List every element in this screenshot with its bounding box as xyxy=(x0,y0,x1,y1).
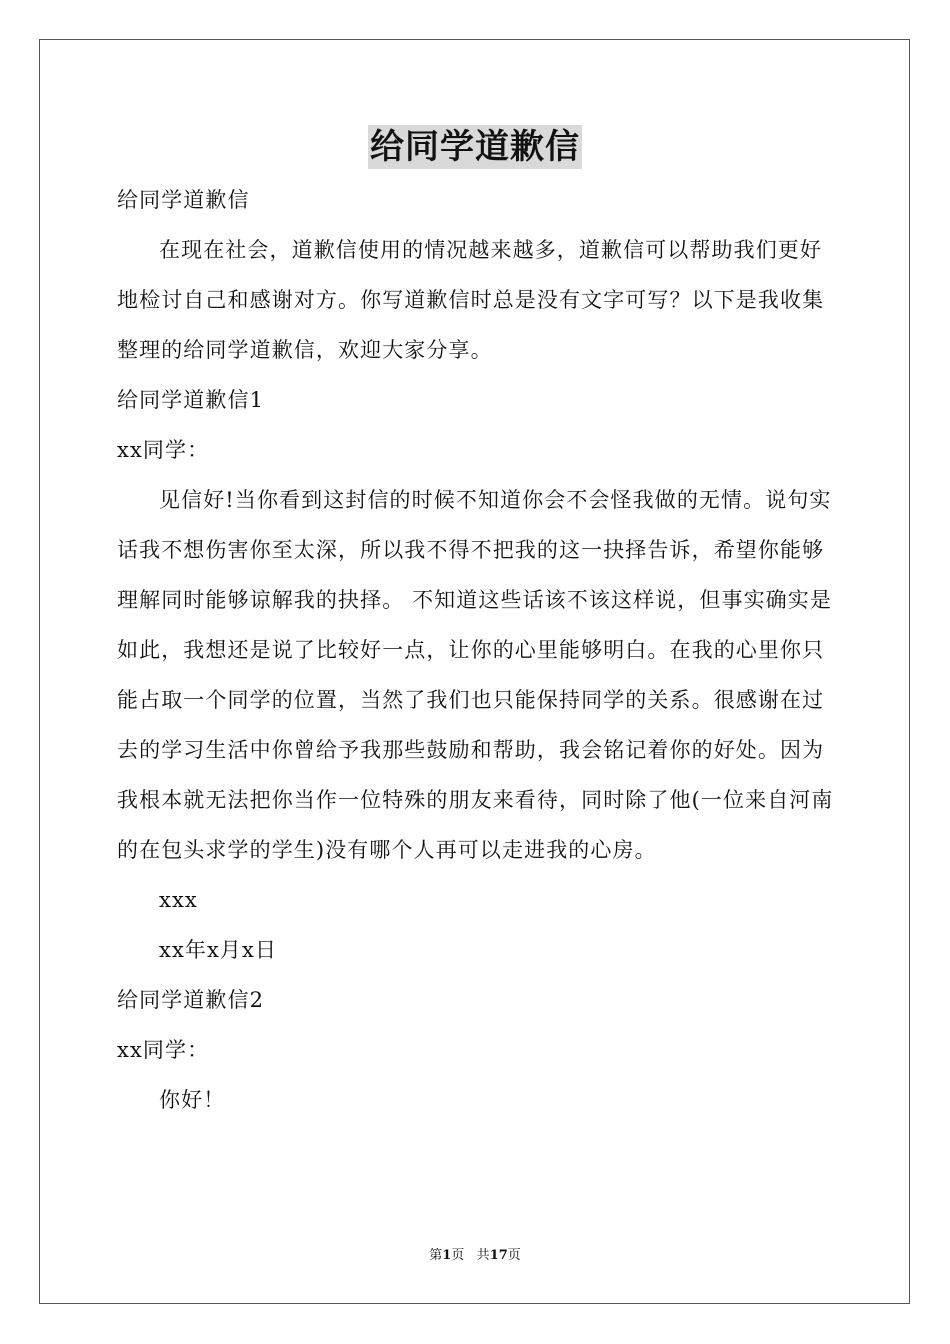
letter1-date: xx年x月x日 xyxy=(159,938,278,962)
footer-page-number: 1 xyxy=(442,1248,452,1263)
title-container xyxy=(0,125,950,169)
footer-prefix: 第 xyxy=(429,1248,443,1263)
letter1-signature: xxx xyxy=(159,888,198,912)
letter2-greeting: 你好！ xyxy=(159,1088,226,1112)
letter2-salutation: xx同学： xyxy=(117,1038,210,1062)
letter1-body: 见信好!当你看到这封信的时候不知道你会不会怪我做的无情。说句实话我不想伤害你至太深，所以我不得不把我的这一抉择告诉，希望你能够理解同时能够谅解我的抉择。 不知道这些话该不该这样说，但事实确实是如此，我想还是说了比较好一点，让你的心里能够明白。在我的心里你只能占取一个同学的位置，当然了我们也只能保持同学的关系。很感谢在过去的学习生活中你曾给予我那些鼓励和帮助，我会铭记着你的好处。因为我根本就无法把你当作一位特殊的朋友来看待，同时除了他(一位来自河南的在包头求学的学生)没有哪个人再可以走进我的心房。 xyxy=(117,488,834,862)
footer-page-suffix: 页 xyxy=(451,1248,465,1263)
footer-total-suffix: 页 xyxy=(507,1248,521,1263)
document-title: 给同学道歉信 xyxy=(370,127,580,167)
document-body xyxy=(117,175,837,1125)
subtitle: 给同学道歉信 xyxy=(117,188,250,212)
letter2-heading: 给同学道歉信2 xyxy=(117,988,265,1012)
letter1-salutation: xx同学： xyxy=(117,438,210,462)
footer-total-prefix: 共 xyxy=(476,1248,490,1263)
intro-paragraph: 在现在社会，道歉信使用的情况越来越多，道歉信可以帮助我们更好地检讨自己和感谢对方。你写道歉信时总是没有文字可写？以下是我收集整理的给同学道歉信，欢迎大家分享。 xyxy=(117,238,825,362)
page-footer xyxy=(0,1246,950,1266)
footer-total-pages: 17 xyxy=(489,1248,508,1263)
letter1-heading: 给同学道歉信1 xyxy=(117,388,265,412)
